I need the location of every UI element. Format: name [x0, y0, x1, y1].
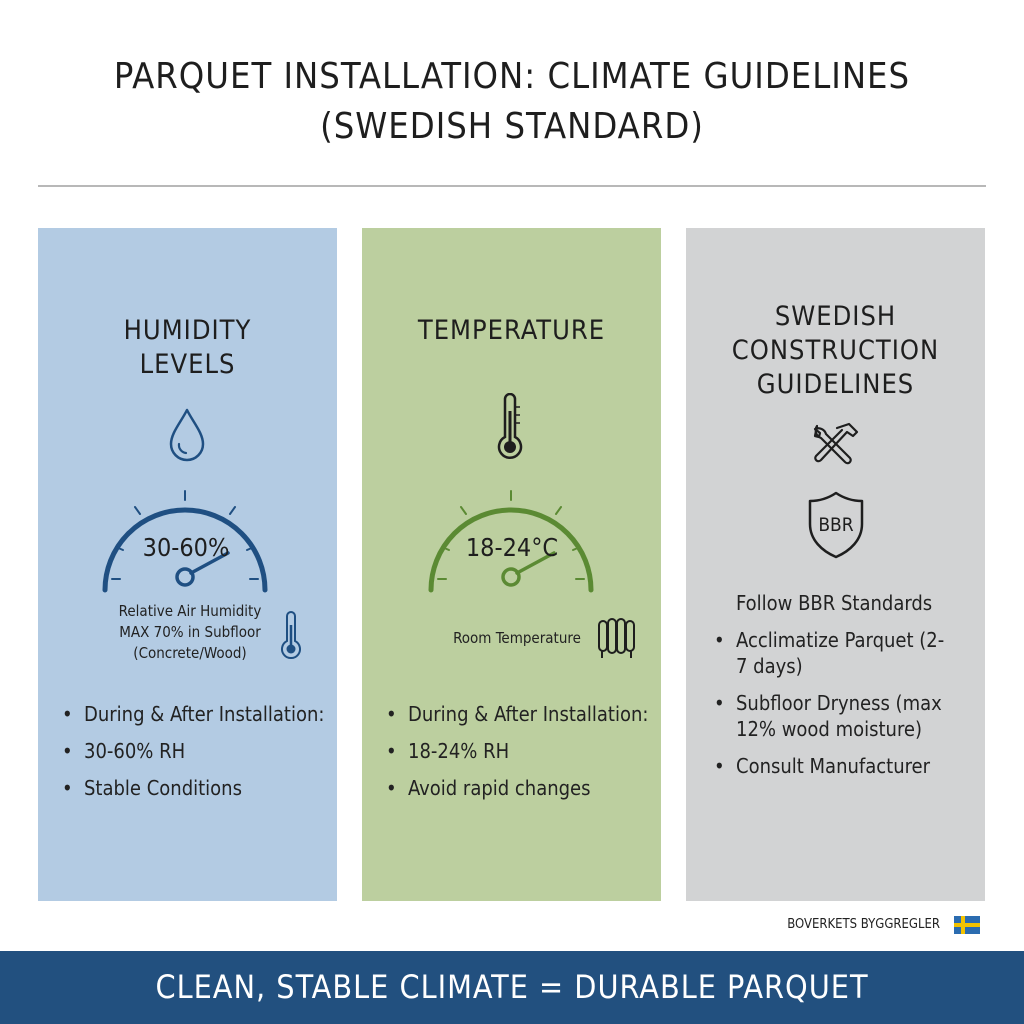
temperature-gauge-value: 18-24°C — [465, 533, 559, 562]
temperature-bullet: • 18-24% RH — [386, 738, 656, 764]
thermometer-icon — [280, 610, 302, 662]
water-drop-icon — [166, 406, 208, 464]
guidelines-heading — [686, 300, 985, 402]
sweden-flag-icon — [954, 916, 980, 934]
humidity-heading-line1: HUMIDITY — [123, 315, 252, 346]
temperature-bullet: • During & After Installation: — [386, 701, 656, 727]
guidelines-heading-line1: SWEDISH — [774, 301, 897, 332]
footer-banner-text: CLEAN, STABLE CLIMATE = DURABLE PARQUET — [155, 968, 869, 1006]
temperature-heading: TEMPERATURE — [417, 315, 606, 346]
guidelines-bullet: • Consult Manufacturer — [714, 753, 954, 779]
humidity-note-line2: MAX 70% in Subfloor — [119, 623, 261, 641]
humidity-bullets — [62, 701, 332, 812]
humidity-panel — [38, 228, 337, 901]
page-title-line2: (SWEDISH STANDARD) — [320, 106, 704, 147]
humidity-heading — [38, 314, 337, 382]
page-title — [0, 52, 1024, 152]
radiator-icon — [596, 615, 638, 661]
footer-banner — [0, 951, 1024, 1024]
guidelines-bullets — [714, 627, 954, 790]
thermometer-icon — [497, 393, 523, 463]
page-title-line1: PARQUET INSTALLATION: CLIMATE GUIDELINES — [113, 56, 911, 97]
temperature-bullets — [386, 701, 656, 812]
temperature-note: Room Temperature — [453, 629, 581, 647]
guidelines-heading-line2: CONSTRUCTION — [731, 335, 940, 366]
tools-icon — [807, 418, 865, 468]
temperature-bullet: • Avoid rapid changes — [386, 775, 656, 801]
shield-icon — [805, 490, 867, 560]
guidelines-panel — [686, 228, 985, 901]
guidelines-intro: Follow BBR Standards — [736, 591, 933, 615]
humidity-note — [100, 601, 280, 664]
humidity-bullet: • During & After Installation: — [62, 701, 332, 727]
humidity-note-line1: Relative Air Humidity — [118, 602, 262, 620]
guidelines-heading-line3: GUIDELINES — [756, 369, 915, 400]
humidity-heading-line2: LEVELS — [139, 349, 236, 380]
footer-source-text: BOVERKETS BYGGREGLER — [787, 917, 940, 932]
guidelines-bullet: • Acclimatize Parquet (2-7 days) — [714, 627, 954, 679]
humidity-gauge-value: 30-60% — [142, 533, 230, 562]
humidity-bullet: • 30-60% RH — [62, 738, 332, 764]
footer-source — [780, 916, 980, 936]
guidelines-bullet: • Subfloor Dryness (max 12% wood moisture) — [714, 690, 954, 742]
bbr-badge-label: BBR — [818, 514, 854, 536]
humidity-bullet: • Stable Conditions — [62, 775, 332, 801]
title-divider — [38, 185, 986, 187]
temperature-panel — [362, 228, 661, 901]
humidity-note-line3: (Concrete/Wood) — [133, 644, 247, 662]
